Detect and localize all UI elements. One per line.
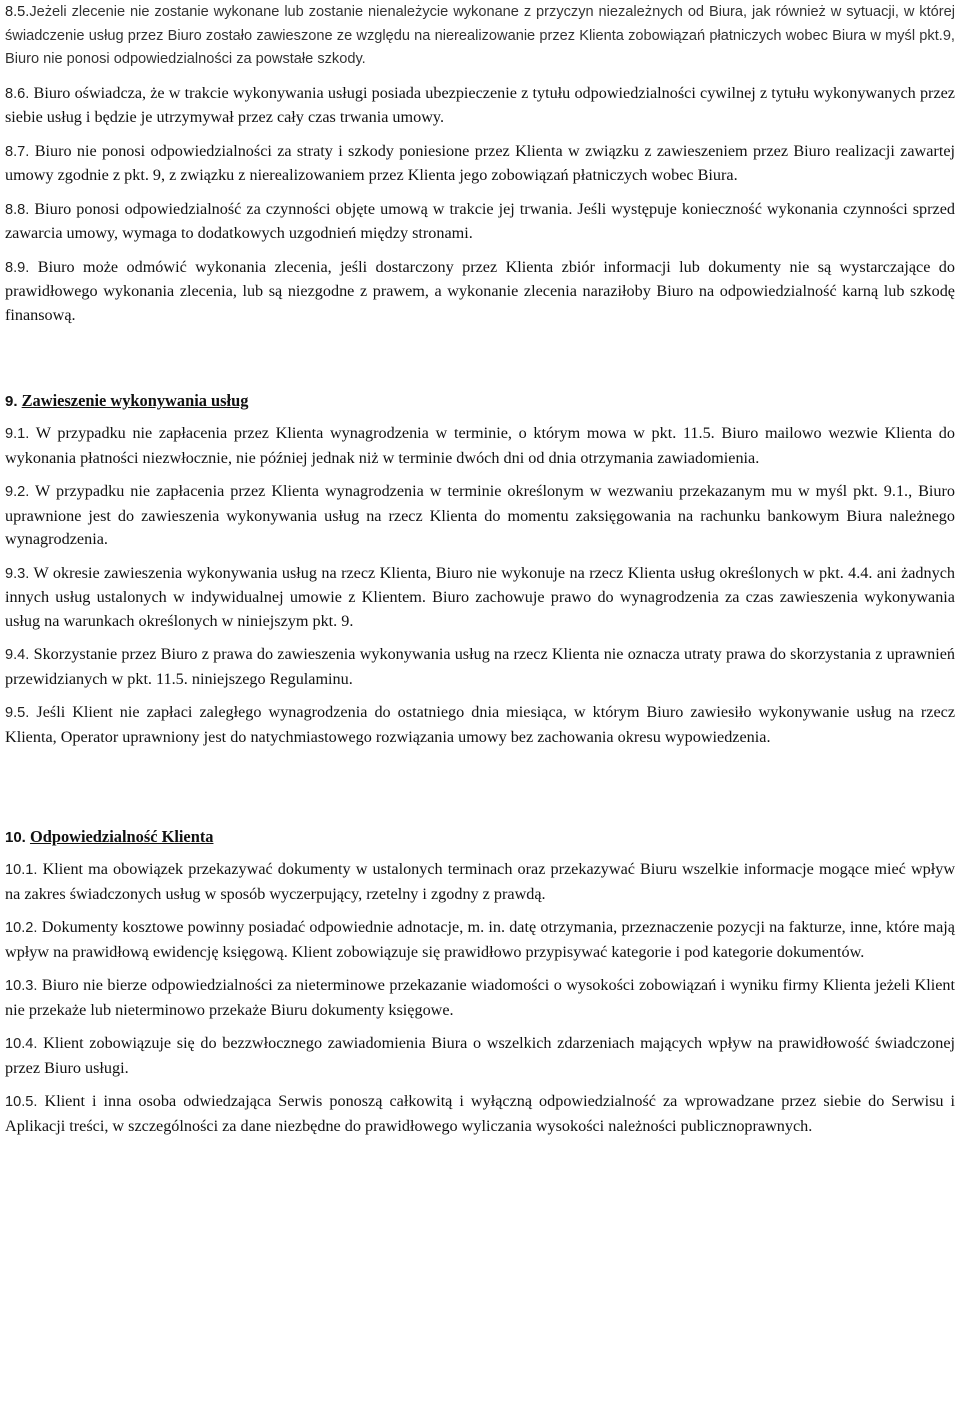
paragraph-number: 8.5.: [5, 4, 30, 20]
paragraph-10-2: [5, 916, 955, 964]
paragraph-text: Biuro oświadcza, że w trakcie wykonywania usługi posiada ubezpieczenie z tytułu odpowiedzialności cywilnej z tytułu wykonywanych przez siebie usług i będzie je utrzymywał przez cały czas trwania umowy.: [5, 83, 955, 126]
paragraph-10-1: [5, 858, 955, 906]
paragraph-number: 9.1.: [5, 426, 30, 442]
paragraph-text: Dokumenty kosztowe powinny posiadać odpowiednie adnotacje, m. in. datę otrzymania, przeznaczenie pozycji na fakturze, inne, które mają wpływ na prawidłową ewidencję księgową. Klient zobowiązuje się prawidłowo przypisywać kategorie i pod kategorie dokumentów.: [5, 918, 955, 961]
paragraph-text: Klient zobowiązuje się do bezzwłocznego zawiadomienia Biura o wszelkich zdarzeniach mających wpływ na prawidłowość świadczonej przez Biuro usługi.: [5, 1034, 955, 1077]
paragraph-9-1: [5, 422, 955, 470]
document-page: [5, 1, 955, 1148]
spacer: [5, 759, 955, 825]
paragraph-8-5: [5, 1, 955, 72]
paragraph-text: Biuro ponosi odpowiedzialność za czynności objęte umową w trakcie jej trwania. Jeśli występuje konieczność wykonania czynności sprzed zawarcia umowy, wymaga to dodatkowych uzgodnień między stronami.: [5, 199, 955, 242]
paragraph-number: 8.7.: [5, 143, 30, 160]
heading-number: 10.: [5, 829, 26, 846]
paragraph-8-6: [5, 82, 955, 130]
paragraph-text: Skorzystanie przez Biuro z prawa do zawieszenia wykonywania usług na rzecz Klienta nie oznacza utraty prawa do skorzystania z uprawnień przewidzianych w pkt. 11.5. niniejszego Regulaminu.: [5, 645, 956, 688]
paragraph-number: 9.5.: [5, 705, 30, 721]
paragraph-text: W przypadku nie zapłacenia przez Klienta wynagrodzenia w terminie, o którym mowa w pkt. 11.5. Biuro mailowo wezwie Klienta do wykonania płatności niezwłocznie, nie później jednak niż w terminie dwóch dni od dnia otrzymania zawiadomienia.: [5, 424, 955, 467]
paragraph-number: 8.6.: [5, 85, 30, 102]
paragraph-number: 8.8.: [5, 201, 30, 218]
paragraph-text: Klient i inna osoba odwiedzająca Serwis ponoszą całkowitą i wyłączną odpowiedzialność za wprowadzane przez siebie do Serwisu i Aplikacji treści, w szczególności za dane niezbędne do prawidłowego wyliczania wysokości należności publicznoprawnych.: [5, 1092, 955, 1135]
paragraph-8-7: [5, 140, 955, 188]
paragraph-number: 9.4.: [5, 647, 30, 663]
heading-text: Zawieszenie wykonywania usług: [21, 391, 249, 410]
paragraph-number: 9.2.: [5, 484, 30, 500]
paragraph-8-8: [5, 198, 955, 246]
paragraph-text: Biuro nie bierze odpowiedzialności za nieterminowe przekazanie wiadomości o wysokości zobowiązań i wyniku firmy Klienta jeżeli Klient nie przekaże lub nieterminowo przekaże Biuru dokumenty księgowe.: [5, 976, 955, 1019]
paragraph-number: 10.2.: [5, 920, 38, 936]
paragraph-text: W przypadku nie zapłacenia przez Klienta wynagrodzenia w terminie określonym w wezwaniu przekazanym mu w myśl pkt. 9.1., Biuro uprawnione jest do zawieszenia wykonywania usług na rzecz Klienta do momentu zaksięgowania na rachunku bankowym Biura należnego wynagrodzenia.: [5, 482, 955, 548]
paragraph-text: Jeśli Klient nie zapłaci zaległego wynagrodzenia do ostatniego dnia miesiąca, w którym Biuro zawiesiło wykonywanie usług na rzecz Klienta, Operator uprawniony jest do natychmiastowego rozwiązania umowy bez zachowania okresu wypowiedzenia.: [5, 703, 955, 746]
paragraph-number: 9.3.: [5, 565, 30, 582]
paragraph-number: 10.4.: [5, 1036, 38, 1052]
paragraph-9-3: [5, 562, 955, 634]
paragraph-8-9: [5, 256, 955, 328]
spacer: [5, 337, 955, 389]
paragraph-10-3: [5, 974, 955, 1022]
paragraph-10-4: [5, 1032, 955, 1080]
paragraph-text: Klient ma obowiązek przekazywać dokumenty w ustalonych terminach oraz przekazywać Biuru wszelkie informacje mogące mieć wpływ na zakres świadczonych usług w sposób wyczerpujący, rzetelny i zgodny z prawdą.: [5, 860, 956, 903]
section-heading-10: [5, 825, 955, 850]
paragraph-text: Jeżeli zlecenie nie zostanie wykonane lub zostanie nienależycie wykonane z przyczyn niezależnych od Biura, jak również w sytuacji, w której świadczenie usług przez Biuro zostało zawieszone ze względu na nierealizowanie przez Klienta zobowiązań płatniczych wobec Biura w myśl pkt.9, Biuro nie ponosi odpowiedzialności za powstałe szkody.: [5, 4, 955, 67]
paragraph-number: 10.3.: [5, 978, 38, 994]
paragraph-9-5: [5, 701, 955, 749]
paragraph-10-5: [5, 1090, 955, 1138]
paragraph-text: Biuro nie ponosi odpowiedzialności za straty i szkody poniesione przez Klienta w związku z zawieszeniem przez Biuro realizacji zawartej umowy zgodnie z pkt. 9, z związku z nierealizowaniem przez Klienta jego zobowiązań płatniczych wobec Biura.: [5, 141, 955, 184]
paragraph-number: 10.5.: [5, 1094, 38, 1110]
paragraph-text: Biuro może odmówić wykonania zlecenia, jeśli dostarczony przez Klienta zbiór informacji lub dokumenty nie są wystarczające do prawidłowego wykonania zlecenia, lub są niezgodne z prawem, a wykonanie zlecenia naraziłoby Biuro na odpowiedzialność karną lub szkodę finansową.: [5, 257, 955, 324]
heading-text: Odpowiedzialność Klienta: [29, 827, 214, 846]
section-heading-9: [5, 389, 955, 414]
heading-number: 9.: [5, 393, 18, 410]
paragraph-9-2: [5, 480, 955, 552]
paragraph-number: 8.9.: [5, 259, 30, 276]
paragraph-9-4: [5, 643, 955, 691]
paragraph-text: W okresie zawieszenia wykonywania usług na rzecz Klienta, Biuro nie wykonuje na rzecz Klienta usług określonych w pkt. 4.4. ani żadnych innych usług ustalonych w indywidualnej umowie z Klientem. Biuro zachowuje prawo do wynagrodzenia za czas zawieszenia wykonywania usług na warunkach określonych w niniejszym pkt. 9.: [5, 563, 955, 630]
paragraph-number: 10.1.: [5, 862, 38, 878]
